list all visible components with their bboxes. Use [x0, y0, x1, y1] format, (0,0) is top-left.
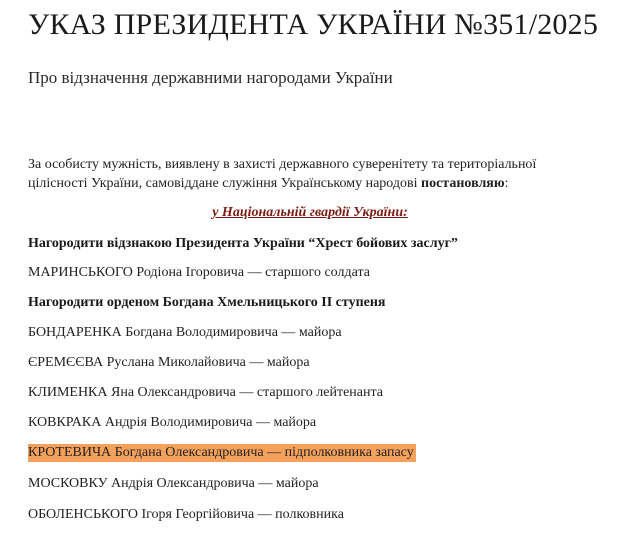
page-title: УКАЗ ПРЕЗИДЕНТА УКРАЇНИ №351/2025 [28, 8, 599, 41]
award-recipient: МАРИНСЬКОГО Родіона Ігоровича — старшого солдата [28, 265, 370, 280]
intro-bold-word: постановляю [421, 176, 505, 191]
intro-text: За особисту мужність, виявлену в захисті державного суверенітету та територіальної цілісності України, самовіддане служіння Українському народові [28, 157, 537, 191]
award-recipient: БОНДАРЕНКА Богдана Володимировича — майора [28, 325, 342, 340]
intro-paragraph [28, 155, 598, 193]
page-subtitle: Про відзначення державними нагородами України [28, 68, 393, 87]
intro-end: : [504, 176, 509, 191]
award-recipient: КОВКРАКА Андрія Володимировича — майора [28, 415, 317, 430]
award-recipient: КЛИМЕНКА Яна Олександровича — старшого лейтенанта [28, 385, 383, 400]
section-heading: у Національній гвардії України: [212, 205, 408, 220]
award-heading-order: Нагородити орденом Богдана Хмельницького II ступеня [28, 295, 386, 310]
award-recipient: МОСКОВКУ Андрія Олександровича — майора [28, 476, 319, 491]
award-recipient: ОБОЛЕНСЬКОГО Ігоря Георгійовича — полковника [28, 507, 344, 522]
award-heading-cross: Нагородити відзнакою Президента України “Хрест бойових заслуг” [28, 236, 458, 251]
award-recipient-highlighted [28, 445, 416, 461]
highlight-mark: КРОТЕВИЧА Богдана Олександровича — підполковника запасу [28, 445, 414, 460]
award-recipient: ЄРЕМЄЄВА Руслана Миколайовича — майора [28, 355, 310, 370]
